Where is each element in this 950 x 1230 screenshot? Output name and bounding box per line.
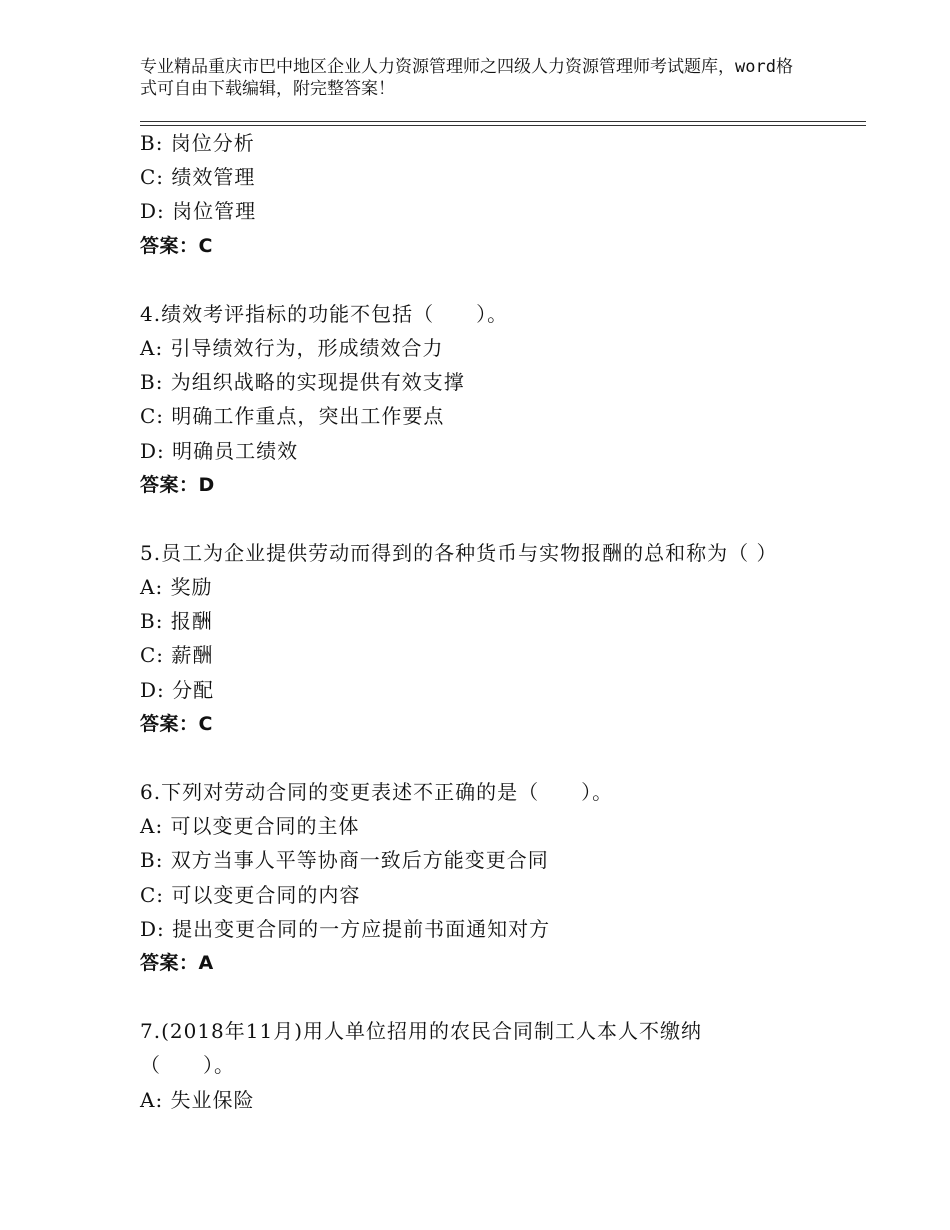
q5-question: 5.员工为企业提供劳动而得到的各种货币与实物报酬的总和称为（ ）: [140, 540, 778, 565]
q3-option-d: D: 岗位管理: [140, 199, 257, 224]
q6-question: 6.下列对劳动合同的变更表述不正确的是（ ）。: [140, 780, 614, 804]
spacer: [140, 502, 866, 536]
document-header-title: 专业精品重庆市巴中地区企业人力资源管理师之四级人力资源管理师考试题库，word格式可自由下载编辑，附完整答案！: [140, 57, 793, 99]
q4-option-b: B: 为组织战略的实现提供有效支撑: [140, 370, 465, 395]
q5-answer: 答案：C: [140, 712, 213, 735]
question-list: [140, 126, 866, 1117]
spacer: [140, 263, 866, 297]
q4-option-d: D: 明确员工绩效: [140, 438, 299, 463]
q5-option-d: D: 分配: [140, 677, 215, 702]
q3-option-b: B: 岗位分析: [140, 131, 255, 155]
q6-option-a: A: 可以变更合同的主体: [140, 814, 360, 839]
q4-option-a: A: 引导绩效行为，形成绩效合力: [140, 335, 444, 360]
q3-option-c: C: 绩效管理: [140, 165, 256, 190]
q6-option-d: D: 提出变更合同的一方应提前书面通知对方: [140, 916, 551, 941]
q7-option-a: A: 失业保险: [140, 1087, 255, 1112]
q4-option-c: C: 明确工作重点，突出工作要点: [140, 404, 445, 429]
q3-answer: 答案：C: [140, 234, 213, 257]
q6-option-b: B: 双方当事人平等协商一致后方能变更合同: [140, 848, 549, 873]
q7-question-line2: （ ）。: [140, 1053, 235, 1078]
q4-question: 4.绩效考评指标的功能不包括（ ）。: [140, 301, 509, 326]
spacer: [140, 980, 866, 1014]
q5-option-c: C: 薪酬: [140, 643, 214, 668]
q5-option-b: B: 报酬: [140, 609, 213, 634]
q4-answer: 答案：D: [140, 473, 215, 496]
q6-option-c: C: 可以变更合同的内容: [140, 882, 361, 907]
spacer: [140, 741, 866, 775]
q6-answer: 答案：A: [140, 951, 214, 974]
q5-option-a: A: 奖励: [140, 575, 213, 600]
q7-question-line1: 7.(2018年11月)用人单位招用的农民合同制工人本人不缴纳: [140, 1019, 703, 1044]
